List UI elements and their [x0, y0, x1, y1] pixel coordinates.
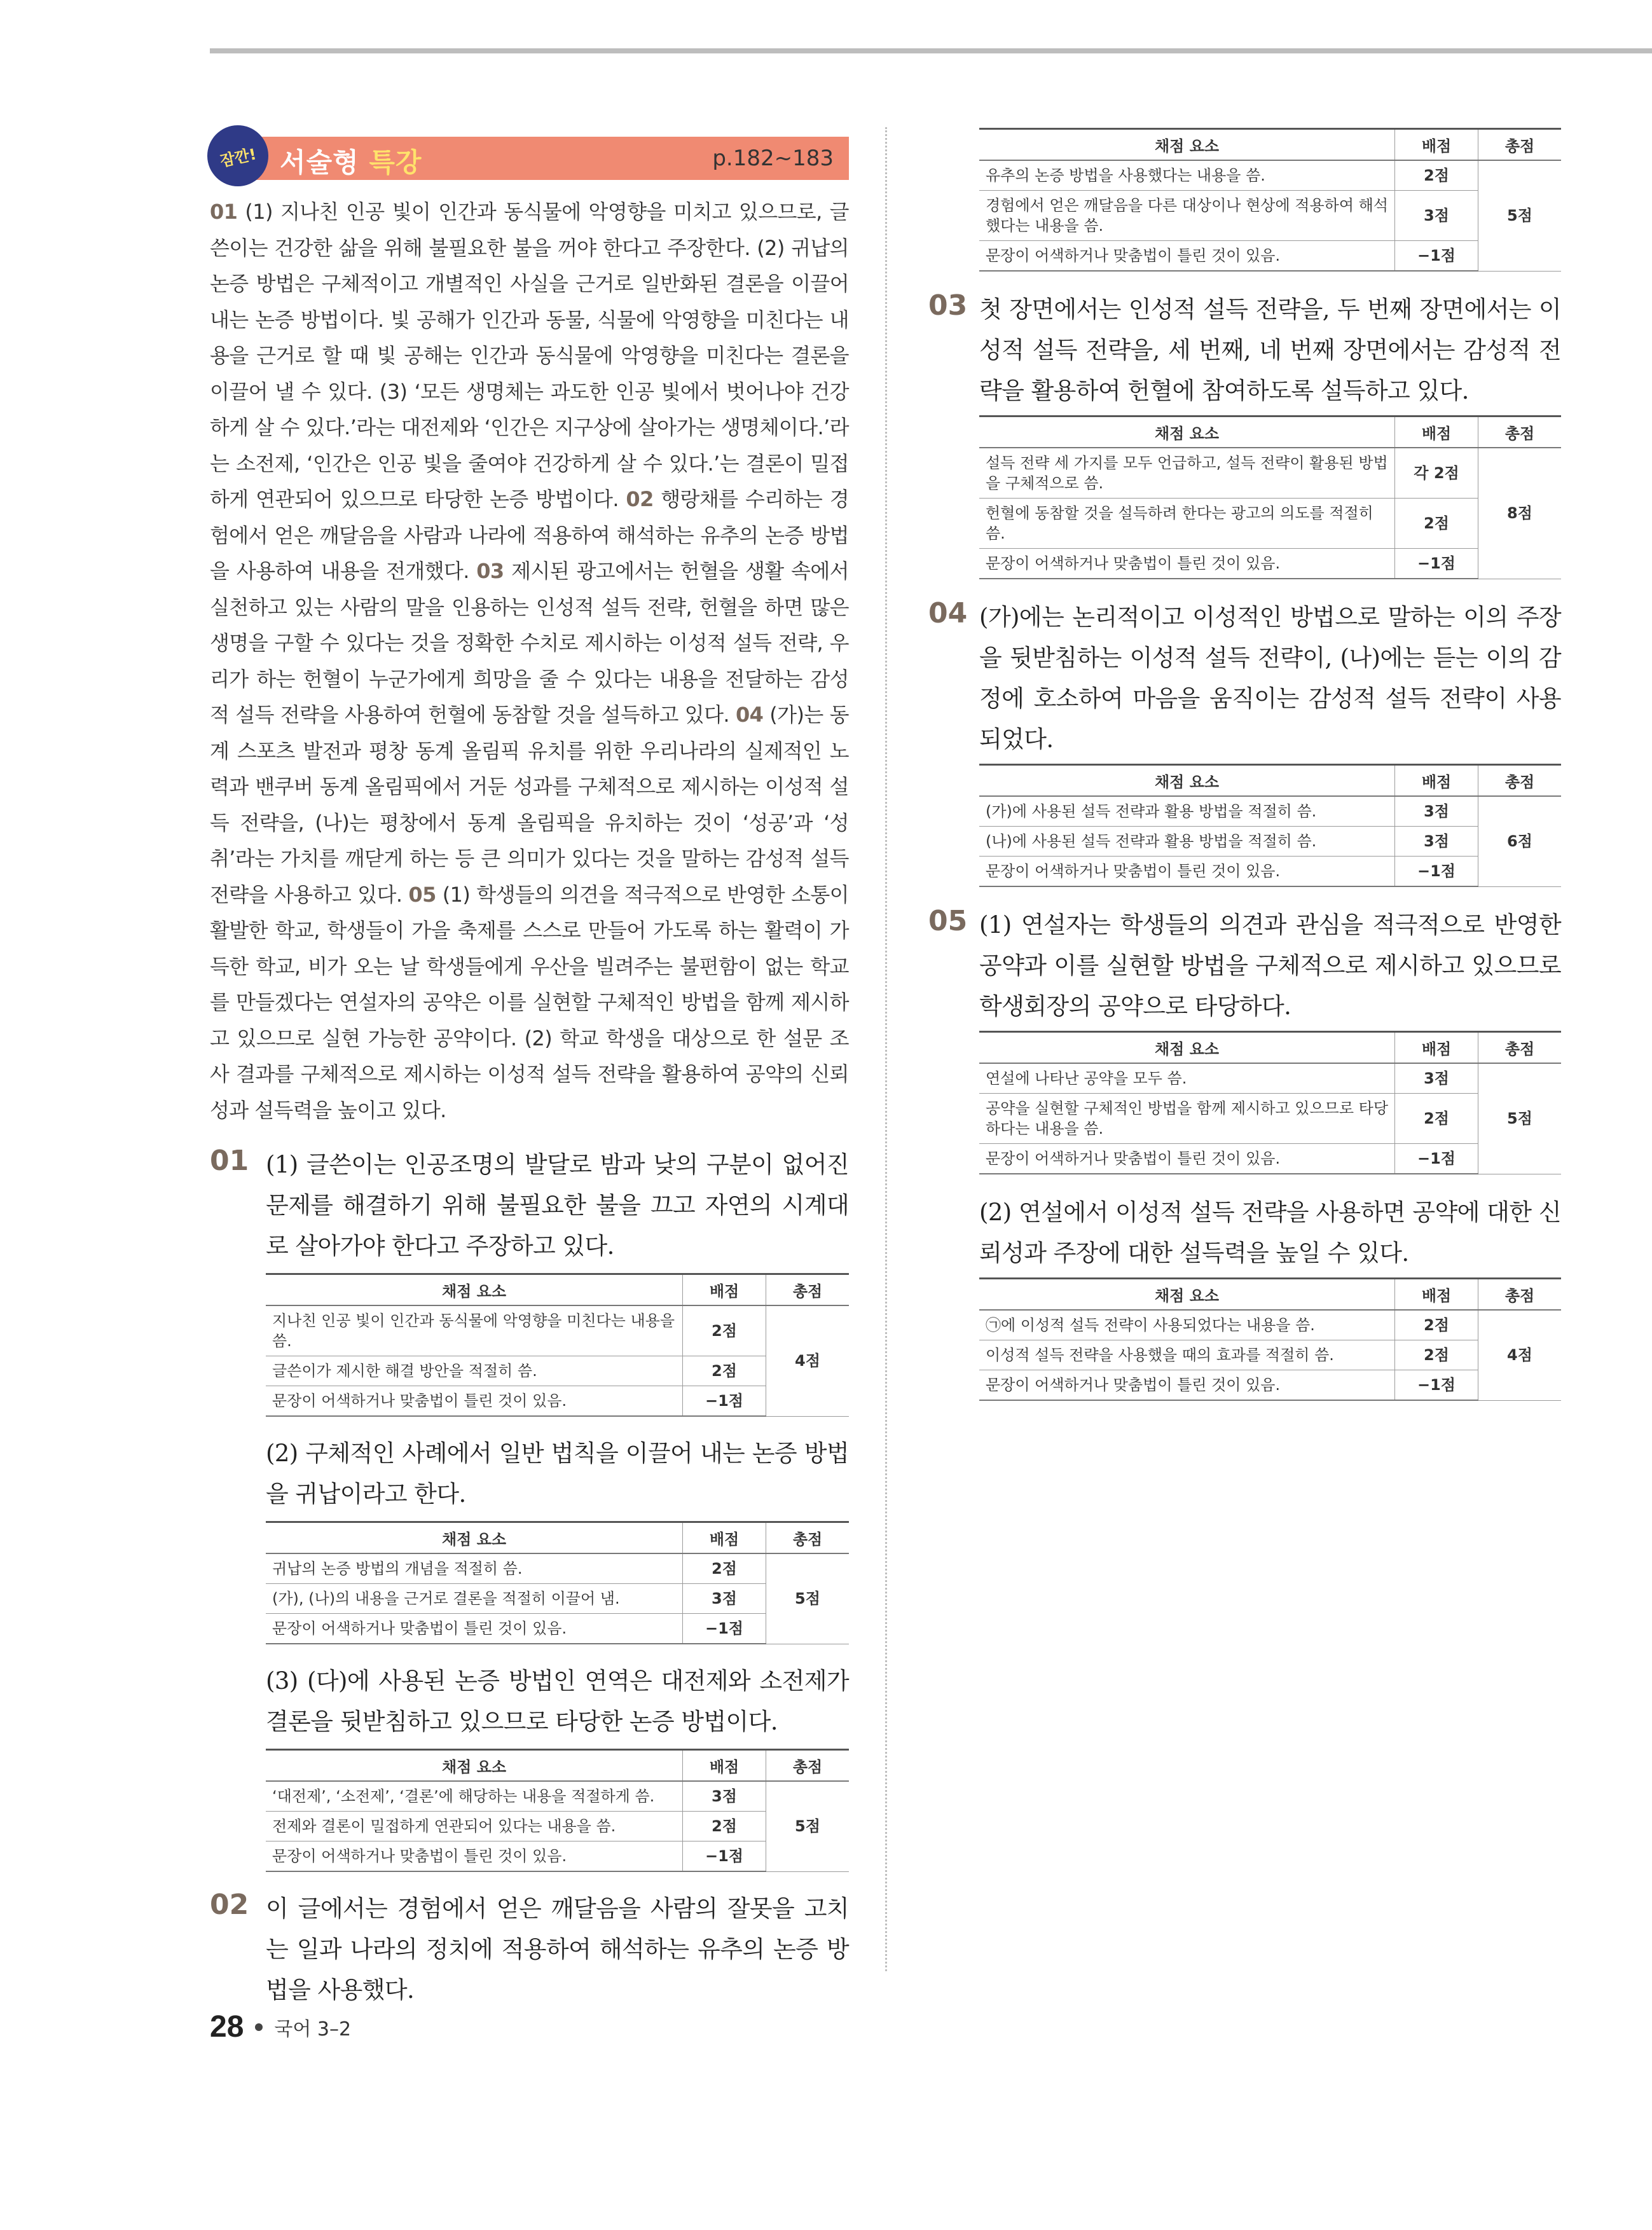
answer-text: 첫 장면에서는 인성적 설득 전략을, 두 번째 장면에서는 이성적 설득 전략을, 세 번째, 네 번째 장면에서는 감성적 전략을 활용하여 헌혈에 참여하도록 설득하고 있다. [979, 296, 1561, 404]
criteria-cell: ‘대전제’, ‘소전제’, ‘결론’에 해당하는 내용을 적절하게 씀. [266, 1781, 683, 1812]
criteria-cell: 문장이 어색하거나 맞춤법이 틀린 것이 있음. [266, 1841, 683, 1872]
summary-num: 05 [408, 882, 436, 907]
answer-text: (가)에는 논리적이고 이성적인 방법으로 말하는 이의 주장을 뒷받침하는 이성적 설득 전략이, (나)에는 듣는 이의 감정에 호소하여 마음을 움직이는 감성적 설득 전략이 사용되었다. [979, 603, 1561, 753]
answer-text: (2) 구체적인 사례에서 일반 법칙을 이끌어 내는 논증 방법을 귀납이라고 한다. [266, 1440, 849, 1508]
scoring-table: 채점 요소 배점 총점 (가)에 사용된 설득 전략과 활용 방법을 적절히 씀. 3점 6점 (나)에 사용된 설득 전략과 활용 방법을 적절히 씀. 3점 문장이 어색하거나 맞춤법이 틀린 것이 있음. −1점 [979, 764, 1561, 887]
question-number: 04 [928, 597, 968, 630]
total-cell: 5점 [766, 1553, 850, 1644]
criteria-cell: 설득 전략 세 가지를 모두 언급하고, 설득 전략이 활용된 방법을 구체적으로 씀. [979, 448, 1395, 499]
summary-paragraph [210, 194, 849, 1128]
criteria-cell: 글쓴이가 제시한 해결 방안을 적절히 씀. [266, 1356, 683, 1386]
criteria-cell: (나)에 사용된 설득 전략과 활용 방법을 적절히 씀. [979, 827, 1395, 857]
question-number: 01 [210, 1145, 249, 1177]
left-column [210, 137, 849, 2011]
total-cell: 5점 [1478, 1063, 1562, 1174]
summary-num: 01 [210, 200, 238, 224]
criteria-cell: 헌혈에 동참할 것을 설득하려 한다는 광고의 의도를 적절히 씀. [979, 499, 1395, 549]
scoring-table: 채점 요소 배점 총점 ㉠에 이성적 설득 전략이 사용되었다는 내용을 씀. 2점 4점 이성적 설득 전략을 사용했을 때의 효과를 적절히 씀. 2점 문장이 어색하거나 맞춤법이 틀린 것이 있음. −1점 [979, 1277, 1561, 1401]
criteria-cell: 전제와 결론이 밀접하게 연관되어 있다는 내용을 씀. [266, 1812, 683, 1841]
bullet-dot [255, 2023, 263, 2031]
summary-num: 03 [476, 559, 504, 583]
summary-num: 04 [735, 703, 764, 727]
question-01 [210, 1145, 849, 1872]
criteria-cell: (가), (나)의 내용을 근거로 결론을 적절히 이끌어 냄. [266, 1584, 683, 1614]
answer-text: (2) 연설에서 이성적 설득 전략을 사용하면 공약에 대한 신뢰성과 주장에 대한 설득력을 높일 수 있다. [979, 1199, 1561, 1267]
question-02-table [928, 128, 1561, 272]
total-cell: 8점 [1478, 448, 1562, 579]
criteria-cell: (가)에 사용된 설득 전략과 활용 방법을 적절히 씀. [979, 796, 1395, 827]
question-02 [210, 1889, 849, 2011]
scoring-table: 채점 요소 배점 총점 귀납의 논증 방법의 개념을 적절히 씀. 2점 5점 (가), (나)의 내용을 근거로 결론을 적절히 이끌어 냄. 3점 문장이 어색하거나 맞춤법이 틀린 것이 있음. −1점 [266, 1521, 849, 1644]
answer-text: (1) 연설자는 학생들의 의견과 관심을 적극적으로 반영한 공약과 이를 실현할 방법을 구체적으로 제시하고 있으므로 학생회장의 공약으로 타당하다. [979, 911, 1561, 1020]
column-divider [885, 127, 887, 1971]
criteria-cell: 문장이 어색하거나 맞춤법이 틀린 것이 있음. [266, 1386, 683, 1417]
scoring-table: 채점 요소 배점 총점 지나친 인공 빛이 인간과 동식물에 악영향을 미친다는 내용을 씀. 2점 4점 글쓴이가 제시한 해결 방안을 적절히 씀. 2점 문장이 어색하거나 맞춤법이 틀린 것이 있음. −1점 [266, 1273, 849, 1417]
right-column [928, 124, 1561, 1419]
total-cell: 4점 [766, 1305, 850, 1416]
criteria-cell: 문장이 어색하거나 맞춤법이 틀린 것이 있음. [979, 1144, 1395, 1174]
question-number: 03 [928, 289, 968, 322]
total-cell: 5점 [1478, 160, 1562, 271]
total-cell: 5점 [766, 1781, 850, 1871]
question-number: 02 [210, 1889, 249, 1921]
top-rule [210, 48, 1652, 53]
criteria-cell: 지나친 인공 빛이 인간과 동식물에 악영향을 미친다는 내용을 씀. [266, 1305, 683, 1356]
book-title: 국어 3–2 [274, 2018, 352, 2041]
scoring-table: 채점 요소 배점 총점 설득 전략 세 가지를 모두 언급하고, 설득 전략이 활용된 방법을 구체적으로 씀. 각 2점 8점 헌혈에 동참할 것을 설득하려 한다는 광고의 의도를 적절히 씀. 2점 문장이 어색하거나 맞춤법이 틀린 것이 있음. −1점 [979, 415, 1561, 579]
criteria-cell: 이성적 설득 전략을 사용했을 때의 효과를 적절히 씀. [979, 1340, 1395, 1370]
criteria-cell: 문장이 어색하거나 맞춤법이 틀린 것이 있음. [979, 549, 1395, 579]
criteria-cell: 경험에서 얻은 깨달음을 다른 대상이나 현상에 적용하여 해석했다는 내용을 씀. [979, 191, 1395, 241]
criteria-cell: 유추의 논증 방법을 사용했다는 내용을 씀. [979, 160, 1395, 191]
page-reference: p.182~183 [712, 146, 834, 171]
answer-text: (1) 글쓴이는 인공조명의 발달로 밤과 낮의 구분이 없어진 문제를 해결하기 위해 불필요한 불을 끄고 자연의 시계대로 살아가야 한다고 주장하고 있다. [266, 1151, 849, 1260]
answer-text: 이 글에서는 경험에서 얻은 깨달음을 사람의 잘못을 고치는 일과 나라의 정치에 적용하여 해석하는 유추의 논증 방법을 사용했다. [266, 1895, 849, 2004]
total-cell: 4점 [1478, 1310, 1562, 1400]
criteria-cell: 연설에 나타난 공약을 모두 씀. [979, 1063, 1395, 1094]
criteria-cell: 공약을 실현할 구체적인 방법을 함께 제시하고 있으므로 타당하다는 내용을 씀. [979, 1094, 1395, 1144]
criteria-cell: 문장이 어색하거나 맞춤법이 틀린 것이 있음. [266, 1614, 683, 1644]
criteria-cell: ㉠에 이성적 설득 전략이 사용되었다는 내용을 씀. [979, 1310, 1395, 1340]
summary-text: (가)는 동계 스포츠 발전과 평창 동계 올림픽 유치를 위한 우리나라의 실제적인 노력과 밴쿠버 동계 올림픽에서 거둔 성과를 구체적으로 제시하는 이성적 설득 전략을, (나)는 평창에서 동계 올림픽을 유치하는 것이 ‘성공’과 ‘성취’라는 가치를 깨닫게 하는 등 큰 의미가 있다는 것을 말하는 감성적 설득 전략을 사용하고 있다. [210, 703, 849, 907]
criteria-cell: 문장이 어색하거나 맞춤법이 틀린 것이 있음. [979, 857, 1395, 887]
page-footer [210, 2009, 351, 2044]
criteria-cell: 귀납의 논증 방법의 개념을 적절히 씀. [266, 1553, 683, 1584]
summary-text: 행랑채를 수리하는 경험에서 얻은 깨달음을 사람과 나라에 적용하여 해석하는 유추의 논증 방법을 사용하여 내용을 전개했다. [210, 487, 850, 583]
scoring-table: 채점 요소 배점 총점 유추의 논증 방법을 사용했다는 내용을 씀. 2점 5점 경험에서 얻은 깨달음을 다른 대상이나 현상에 적용하여 해석했다는 내용을 씀. 3점 문장이 어색하거나 맞춤법이 틀린 것이 있음. −1점 [979, 128, 1561, 272]
scoring-table: 채점 요소 배점 총점 연설에 나타난 공약을 모두 씀. 3점 5점 공약을 실현할 구체적인 방법을 함께 제시하고 있으므로 타당하다는 내용을 씀. 2점 문장이 어색하거나 맞춤법이 틀린 것이 있음. −1점 [979, 1031, 1561, 1174]
summary-text: (1) 지나친 인공 빛이 인간과 동식물에 악영향을 미치고 있으므로, 글쓴이는 건강한 삶을 위해 불필요한 불을 꺼야 한다고 주장한다. (2) 귀납의 논증 방법은 구체적이고 개별적인 사실을 근거로 일반화된 결론을 이끌어 내는 논증 방법이다. 빛 공해가 인간과 동물, 식물에 악영향을 미친다는 내용을 근거로 할 때 빛 공해는 인간과 동식물에 악영향을 미친다는 결론을 이끌어 낼 수 있다. (3) ‘모든 생명체는 과도한 인공 빛에서 벗어나야 건강하게 살 수 있다.’라는 대전제와 ‘인간은 지구상에 살아가는 생명체이다.’라는 소전제, ‘인간은 인공 빛을 줄여야 건강하게 살 수 있다.’는 결론이 밀접하게 연관되어 있으므로 타당한 논증 방법이다. [210, 200, 849, 511]
section-title: 서술형 특강 [280, 147, 422, 178]
answer-text: (3) (다)에 사용된 논증 방법인 연역은 대전제와 소전제가 결론을 뒷받침하고 있으므로 타당한 논증 방법이다. [266, 1667, 849, 1735]
question-number: 05 [928, 905, 968, 937]
question-03 [928, 289, 1561, 579]
question-04 [928, 597, 1561, 887]
criteria-cell: 문장이 어색하거나 맞춤법이 틀린 것이 있음. [979, 241, 1395, 272]
total-cell: 6점 [1478, 796, 1562, 886]
section-banner [218, 137, 849, 180]
summary-text: 제시된 광고에서는 헌혈을 생활 속에서 실천하고 있는 사람의 말을 인용하는 인성적 설득 전략, 헌혈을 하면 많은 생명을 구할 수 있다는 것을 정확한 수치로 제시하는 이성적 설득 전략, 우리가 하는 헌혈이 누군가에게 희망을 줄 수 있다는 내용을 전달하는 감성적 설득 전략을 사용하여 헌혈에 동참할 것을 설득하고 있다. [210, 559, 849, 727]
criteria-cell: 문장이 어색하거나 맞춤법이 틀린 것이 있음. [979, 1370, 1395, 1401]
question-05 [928, 905, 1561, 1401]
page-number: 28 [210, 2010, 244, 2044]
summary-num: 02 [626, 487, 654, 511]
badge: 잠깐! [202, 120, 274, 192]
summary-text: (1) 학생들의 의견을 적극적으로 반영한 소통이 활발한 학교, 학생들이 가을 축제를 스스로 만들어 가도록 하는 활력이 가득한 학교, 비가 오는 날 학생들에게 우산을 빌려주는 불편함이 없는 학교를 만들겠다는 연설자의 공약은 이를 실현할 구체적인 방법을 함께 제시하고 있으므로 실현 가능한 공약이다. (2) 학교 학생을 대상으로 한 설문 조사 결과를 구체적으로 제시하는 이성적 설득 전략을 활용하여 공약의 신뢰성과 설득력을 높이고 있다. [210, 882, 849, 1122]
scoring-table: 채점 요소 배점 총점 ‘대전제’, ‘소전제’, ‘결론’에 해당하는 내용을 적절하게 씀. 3점 5점 전제와 결론이 밀접하게 연관되어 있다는 내용을 씀. 2점 문장이 어색하거나 맞춤법이 틀린 것이 있음. −1점 [266, 1749, 849, 1872]
